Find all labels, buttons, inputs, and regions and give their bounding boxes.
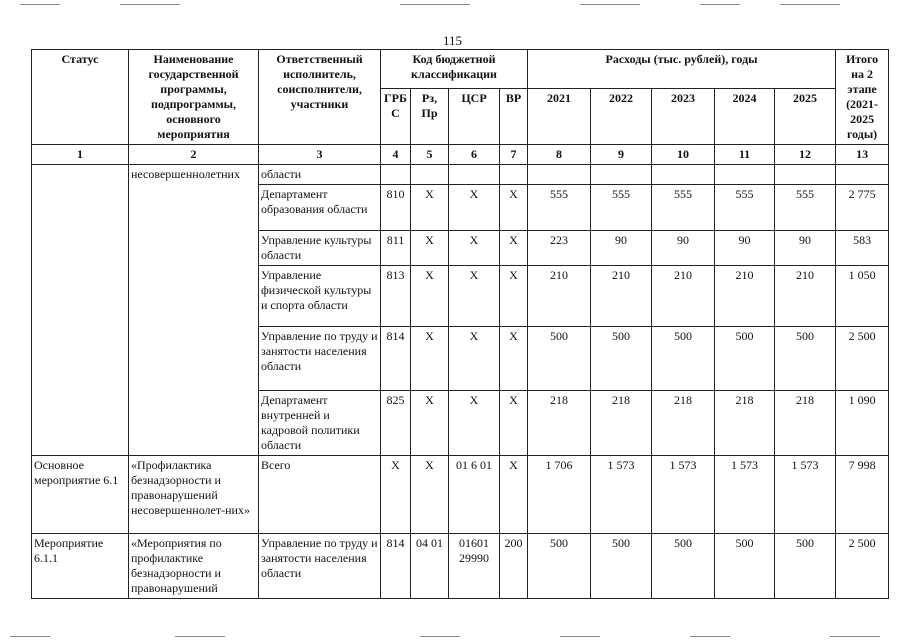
value-cell: 555	[652, 185, 715, 231]
header-rz-pr: Рз, Пр	[411, 89, 449, 145]
column-number: 10	[652, 145, 715, 165]
csr-cell: X	[449, 327, 500, 391]
total-cell: 2 500	[836, 327, 889, 391]
value-cell: 218	[775, 391, 836, 456]
csr-cell	[449, 165, 500, 185]
vr-cell: 200	[500, 534, 528, 599]
header-grbs: ГРБ С	[381, 89, 411, 145]
csr-cell: X	[449, 231, 500, 266]
value-cell: 90	[715, 231, 775, 266]
column-number: 12	[775, 145, 836, 165]
rz-cell	[411, 165, 449, 185]
grbs-cell: 825	[381, 391, 411, 456]
executor-cell: Департамент внутренней и кадровой политики области	[259, 391, 381, 456]
grbs-cell: 814	[381, 534, 411, 599]
header-year: 2022	[591, 89, 652, 145]
rz-cell: 04 01	[411, 534, 449, 599]
value-cell: 1 706	[528, 456, 591, 534]
column-number-row	[32, 145, 889, 165]
value-cell	[775, 165, 836, 185]
status-cell: Мероприятие 6.1.1	[32, 534, 129, 599]
header-row-1	[32, 50, 889, 89]
value-cell: 555	[528, 185, 591, 231]
value-cell: 210	[591, 266, 652, 327]
vr-cell: X	[500, 185, 528, 231]
value-cell: 1 573	[652, 456, 715, 534]
total-cell: 1 050	[836, 266, 889, 327]
value-cell: 210	[775, 266, 836, 327]
executor-cell: Всего	[259, 456, 381, 534]
value-cell: 210	[528, 266, 591, 327]
value-cell: 210	[652, 266, 715, 327]
column-number: 8	[528, 145, 591, 165]
vr-cell: X	[500, 456, 528, 534]
total-cell: 7 998	[836, 456, 889, 534]
value-cell: 500	[591, 534, 652, 599]
header-year: 2021	[528, 89, 591, 145]
value-cell: 1 573	[775, 456, 836, 534]
value-cell	[528, 165, 591, 185]
header-csr: ЦСР	[449, 89, 500, 145]
program-name-cell: несовершеннолетних	[129, 165, 259, 456]
value-cell: 500	[775, 534, 836, 599]
value-cell: 555	[715, 185, 775, 231]
grbs-cell: 810	[381, 185, 411, 231]
header-status: Статус	[32, 50, 129, 145]
executor-cell: области	[259, 165, 381, 185]
grbs-cell	[381, 165, 411, 185]
grbs-cell: X	[381, 456, 411, 534]
total-cell: 583	[836, 231, 889, 266]
total-cell: 1 090	[836, 391, 889, 456]
column-number: 1	[32, 145, 129, 165]
program-name-cell: «Мероприятия по профилактике безнадзорности и правонарушений	[129, 534, 259, 599]
rz-cell: X	[411, 327, 449, 391]
grbs-cell: 813	[381, 266, 411, 327]
executor-cell: Управление по труду и занятости населения области	[259, 534, 381, 599]
vr-cell	[500, 165, 528, 185]
csr-cell: X	[449, 391, 500, 456]
vr-cell: X	[500, 327, 528, 391]
value-cell: 218	[652, 391, 715, 456]
program-name-cell: «Профилактика безнадзорности и правонарушений несовершеннолет-них»	[129, 456, 259, 534]
rz-cell: X	[411, 456, 449, 534]
budget-table	[31, 49, 889, 599]
value-cell: 1 573	[715, 456, 775, 534]
executor-cell: Департамент образования области	[259, 185, 381, 231]
value-cell: 500	[715, 327, 775, 391]
csr-cell: X	[449, 185, 500, 231]
page-number: 115	[442, 33, 463, 48]
column-number: 11	[715, 145, 775, 165]
header-program-name: Наименование государственной программы, подпрограммы, основного мероприятия	[129, 50, 259, 145]
value-cell: 223	[528, 231, 591, 266]
value-cell: 1 573	[591, 456, 652, 534]
column-number: 7	[500, 145, 528, 165]
value-cell: 555	[775, 185, 836, 231]
header-expenses: Расходы (тыс. рублей), годы	[528, 50, 836, 89]
value-cell	[715, 165, 775, 185]
value-cell: 500	[591, 327, 652, 391]
vr-cell: X	[500, 231, 528, 266]
column-number: 4	[381, 145, 411, 165]
total-cell: 2 775	[836, 185, 889, 231]
rz-cell: X	[411, 391, 449, 456]
column-number: 3	[259, 145, 381, 165]
csr-cell: X	[449, 266, 500, 327]
executor-cell: Управление культуры области	[259, 231, 381, 266]
table-row	[32, 456, 889, 534]
vr-cell: X	[500, 391, 528, 456]
header-budget-code: Код бюджетной классификации	[381, 50, 528, 89]
value-cell: 90	[652, 231, 715, 266]
csr-cell: 01 6 01	[449, 456, 500, 534]
column-number: 2	[129, 145, 259, 165]
table-row	[32, 534, 889, 599]
value-cell: 218	[715, 391, 775, 456]
grbs-cell: 814	[381, 327, 411, 391]
value-cell: 90	[775, 231, 836, 266]
header-executor: Ответственный исполнитель, соисполнители, участники	[259, 50, 381, 145]
value-cell: 500	[775, 327, 836, 391]
status-cell	[32, 165, 129, 456]
header-total: Итого на 2 этапе (2021-2025 годы)	[836, 50, 889, 145]
rz-cell: X	[411, 185, 449, 231]
value-cell: 500	[528, 534, 591, 599]
executor-cell: Управление физической культуры и спорта области	[259, 266, 381, 327]
header-year: 2023	[652, 89, 715, 145]
value-cell: 218	[528, 391, 591, 456]
value-cell: 500	[715, 534, 775, 599]
total-cell: 2 500	[836, 534, 889, 599]
value-cell: 500	[652, 534, 715, 599]
value-cell	[652, 165, 715, 185]
column-number: 6	[449, 145, 500, 165]
header-year: 2024	[715, 89, 775, 145]
value-cell: 555	[591, 185, 652, 231]
value-cell: 500	[528, 327, 591, 391]
rz-cell: X	[411, 231, 449, 266]
column-number: 9	[591, 145, 652, 165]
header-year: 2025	[775, 89, 836, 145]
column-number: 5	[411, 145, 449, 165]
value-cell: 218	[591, 391, 652, 456]
vr-cell: X	[500, 266, 528, 327]
column-number: 13	[836, 145, 889, 165]
value-cell: 500	[652, 327, 715, 391]
value-cell	[591, 165, 652, 185]
grbs-cell: 811	[381, 231, 411, 266]
value-cell: 210	[715, 266, 775, 327]
table-row	[32, 165, 889, 185]
header-vr: ВР	[500, 89, 528, 145]
status-cell: Основное мероприятие 6.1	[32, 456, 129, 534]
value-cell: 90	[591, 231, 652, 266]
rz-cell: X	[411, 266, 449, 327]
csr-cell: 01601 29990	[449, 534, 500, 599]
total-cell	[836, 165, 889, 185]
executor-cell: Управление по труду и занятости населения области	[259, 327, 381, 391]
